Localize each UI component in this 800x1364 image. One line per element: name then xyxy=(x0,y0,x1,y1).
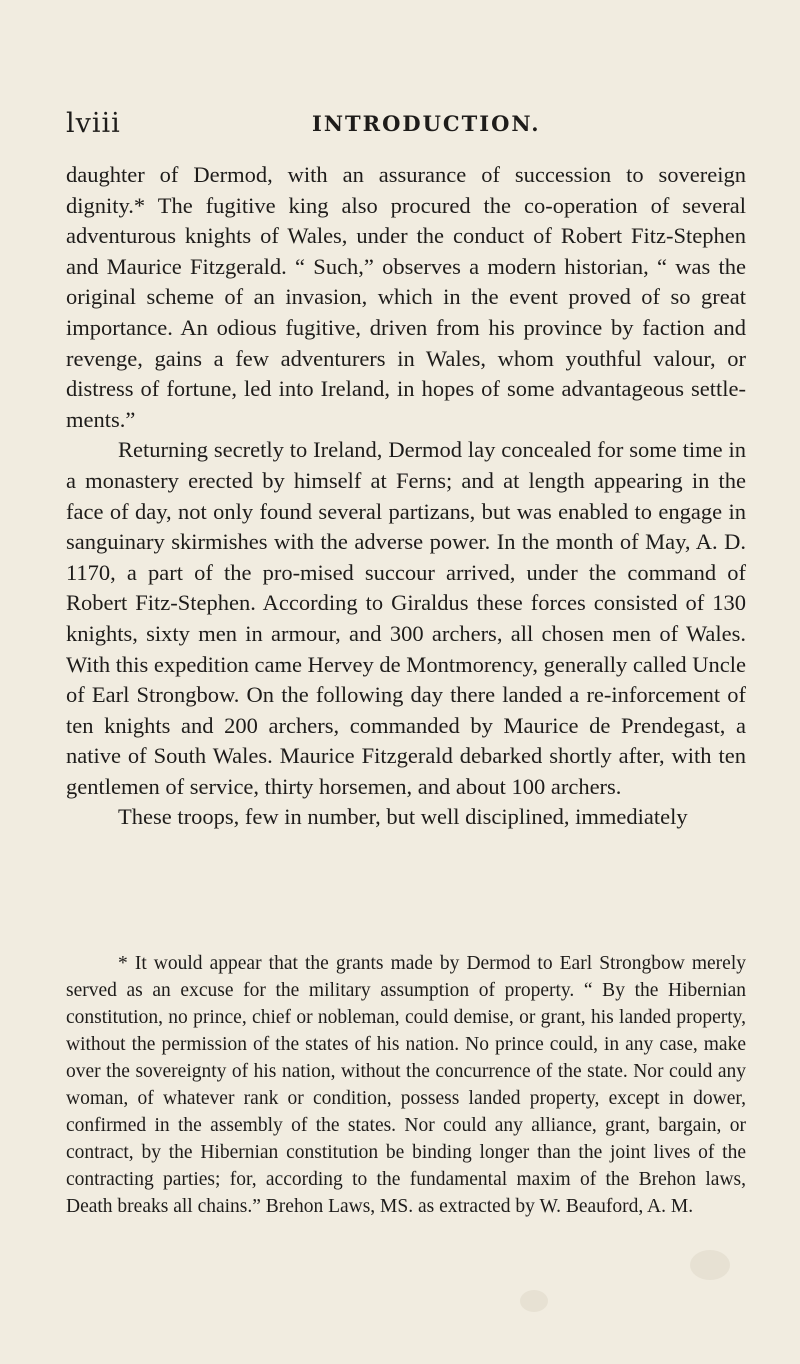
paragraph-continued: daughter of Dermod, with an assurance of succession to sovereign dignity.* The fugitive king also procured the co-operation of several adventurous knights of Wales, under the conduct of Robert Fitz-Stephen and Maurice Fitzgerald. “ Such,” observes a modern historian, “ was the original scheme of an invasion, which in the event proved of so great importance. An odious fugitive, driven from his province by faction and revenge, gains a few adventurers in Wales, whom youthful valour, or distress of fortune, led into Ireland, in hopes of some advantageous settle-ments.” xyxy=(66,162,746,432)
page-header xyxy=(66,108,746,138)
paper-stain xyxy=(690,1250,730,1280)
running-head: INTRODUCTION. xyxy=(312,111,541,136)
page-number: lviii xyxy=(66,108,121,139)
paragraph: These troops, few in number, but well disciplined, immediately xyxy=(118,804,688,830)
footnote: * It would appear that the grants made by Dermod to Earl Strongbow merely served as an excuse for the military assumption of property. “ By the Hibernian constitution, no prince, chief or nobleman, could demise, or grant, his landed property, without the permission of the states of his nation. No prince could, in any case, make over the sovereignty of his nation, without the concurrence of the state. Nor could any woman, of whatever rank or condition, possess landed property, except in dower, confirmed in the assembly of the states. Nor could any alliance, grant, bargain, or contract, by the Hibernian constitution be binding longer than the joint lives of the contracting parties; for, according to the fundamental maxim of the Brehon laws, Death breaks all chains.” Brehon Laws, MS. as extracted by W. Beauford, A. M. xyxy=(66,953,746,1217)
main-text xyxy=(66,160,746,833)
paragraph: Returning secretly to Ireland, Dermod lay concealed for some time in a monastery erected by himself at Ferns; and at length appearing in the face of day, not only found several partizans, but was enabled to engage in sanguinary skirmishes with the adverse power. In the month of May, A. D. 1170, a part of the pro-mised succour arrived, under the command of Robert Fitz-Stephen. According to Giraldus these forces consisted of 130 knights, sixty men in armour, and 300 archers, all chosen men of Wales. With this expedition came Hervey de Montmorency, generally called Uncle of Earl Strongbow. On the following day there landed a re-inforcement of ten knights and 200 archers, commanded by Maurice de Prendegast, a native of South Wales. Maurice Fitzgerald debarked shortly after, with ten gentlemen of service, thirty horsemen, and about 100 archers. xyxy=(66,437,746,799)
paper-stain xyxy=(520,1290,548,1312)
